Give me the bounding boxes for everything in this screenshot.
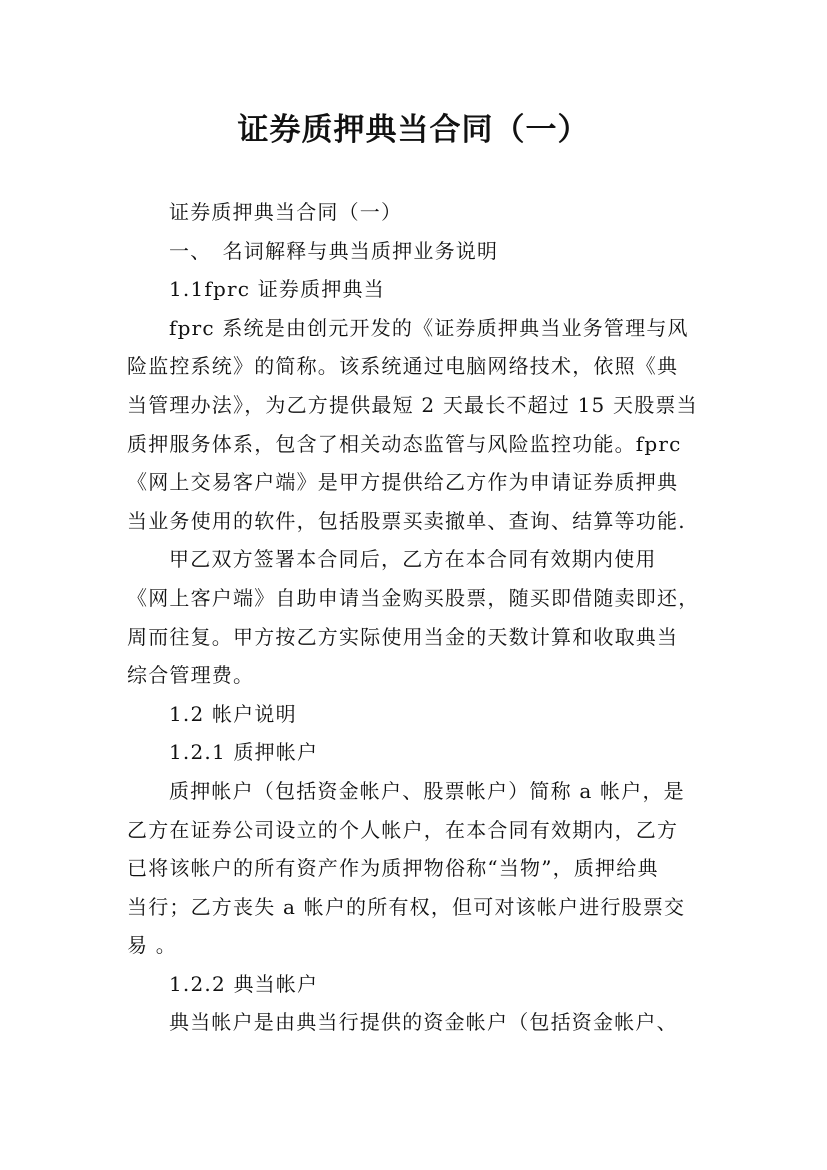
paragraph-line: 乙方在证券公司设立的个人帐户，在本合同有效期内，乙方 (127, 817, 679, 842)
paragraph-line: 周而往复。甲方按乙方实际使用当金的天数计算和收取典当 (127, 624, 679, 649)
document-title: 证券质押典当合同（一） (237, 112, 590, 148)
paragraph-line: 当业务使用的软件，包括股票买卖撤单、查询、结算等功能. (127, 508, 686, 533)
paragraph-line-heading: 证券质押典当合同（一） (169, 200, 403, 224)
paragraph-line: 已将该帐户的所有资产作为质押物俗称“当物”，质押给典 (127, 856, 659, 881)
paragraph-line: 综合管理费。 (127, 663, 255, 688)
paragraph-line: 质押服务体系，包含了相关动态监管与风险监控功能。fprc (127, 431, 682, 456)
paragraph-line: fprc 系统是由创元开发的《证券质押典当业务管理与风 (169, 315, 689, 340)
paragraph-line: 险监控系统》的简称。该系统通过电脑网络技术，依照《典 (127, 354, 679, 379)
paragraph-line: 典当帐户是由典当行提供的资金帐户（包括资金帐户、 (169, 1010, 678, 1035)
subsection-heading-1-2: 1.2 帐户说明 (169, 701, 297, 726)
paragraph-line: 当行；乙方丧失 a 帐户的所有权，但可对该帐户进行股票交 (127, 894, 686, 919)
paragraph-line: 质押帐户（包括资金帐户、股票帐户）简称 a 帐户，是 (169, 778, 685, 803)
paragraph-line: 当管理办法》，为乙方提供最短 2 天最长不超过 15 天股票当 (127, 392, 698, 417)
paragraph-line: 《网上交易客户端》是甲方提供给乙方作为申请证券质押典 (127, 470, 679, 495)
document-body (127, 193, 707, 1042)
paragraph-line: 甲乙双方签署本合同后，乙方在本合同有效期内使用 (169, 547, 657, 572)
subsection-heading-1-1: 1.1fprc 证券质押典当 (169, 277, 385, 302)
subsection-heading-1-2-2: 1.2.2 典当帐户 (169, 971, 319, 996)
section-heading-1: 一、 名词解释与典当质押业务说明 (169, 238, 499, 263)
paragraph-line: 《网上客户端》自助申请当金购买股票，随买即借随卖即还， (127, 585, 700, 610)
subsection-heading-1-2-1: 1.2.1 质押帐户 (169, 740, 319, 765)
paragraph-line: 易 。 (127, 933, 177, 958)
